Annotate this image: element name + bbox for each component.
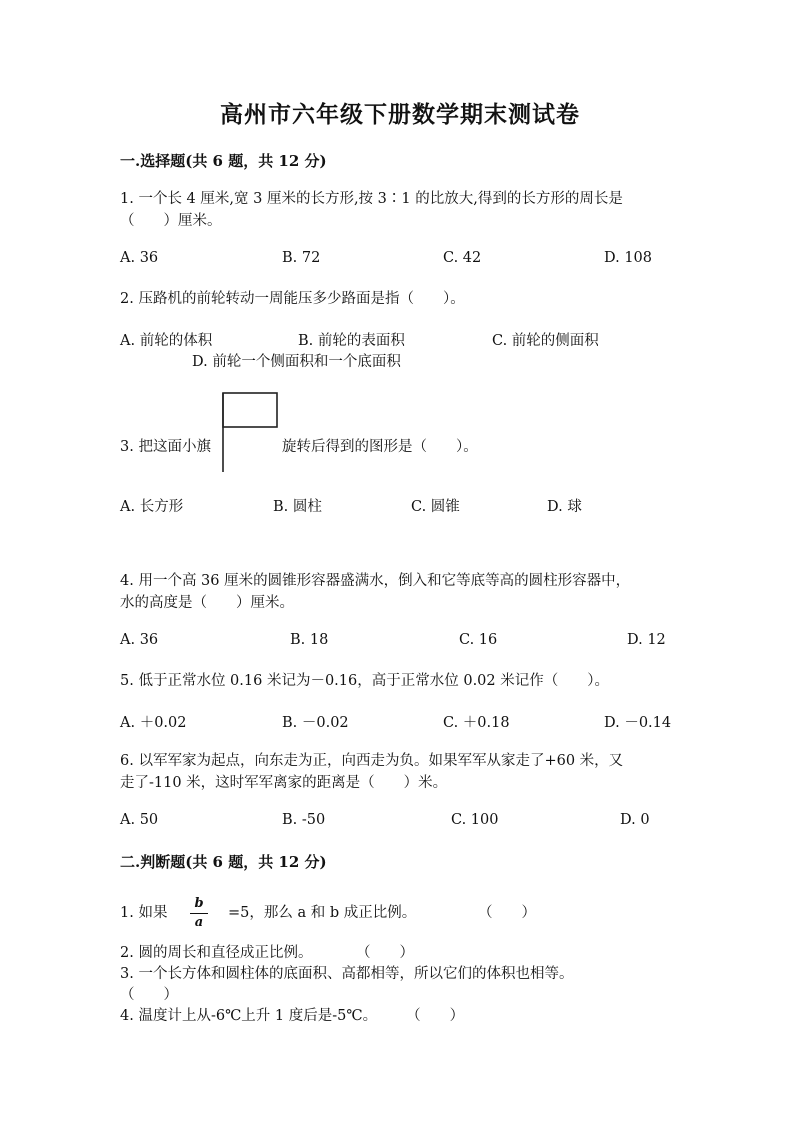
question-3-option-c: C. 圆锥 — [411, 499, 460, 515]
question-2-option-c: C. 前轮的侧面积 — [492, 333, 599, 349]
question-1-line-2: （ ）厘米。 — [120, 213, 222, 229]
question-1-line-1: 1. 一个长 4 厘米,宽 3 厘米的长方形,按 3∶1 的比放大,得到的长方形的周长是 — [120, 191, 623, 207]
question-2-option-d: D. 前轮一个侧面积和一个底面积 — [192, 354, 401, 370]
question-1-option-d: D. 108 — [604, 250, 653, 266]
judgment-1-prefix: 1. 如果 — [120, 905, 168, 921]
judgment-1-answer-paren: （ ） — [478, 905, 536, 921]
question-6-option-b: B. -50 — [282, 812, 326, 828]
question-4-option-c: C. 16 — [459, 632, 498, 648]
question-4-option-a: A. 36 — [120, 632, 159, 648]
question-5-option-a: A. ＋0.02 — [120, 715, 187, 731]
question-1-option-c: C. 42 — [443, 250, 482, 266]
question-6-option-d: D. 0 — [620, 812, 650, 828]
question-2-line-1: 2. 压路机的前轮转动一周能压多少路面是指（ ）。 — [120, 291, 465, 307]
question-4-line-1: 4. 用一个高 36 厘米的圆锥形容器盛满水，倒入和它等底等高的圆柱形容器中， — [120, 573, 631, 589]
question-6-option-a: A. 50 — [120, 812, 159, 828]
question-5-option-d: D. －0.14 — [604, 715, 672, 731]
section-heading-choice: 一.选择题(共 6 题，共 12 分) — [120, 152, 327, 170]
judgment-4: 4. 温度计上从-6℃上升 1 度后是-5℃。 （ ） — [120, 1008, 465, 1024]
flag-figure — [220, 390, 282, 474]
question-3-option-d: D. 球 — [547, 499, 582, 515]
question-3-option-b: B. 圆柱 — [273, 499, 322, 515]
fraction-denominator: a — [194, 915, 204, 930]
fraction-bar — [190, 913, 208, 914]
fraction-numerator: b — [194, 896, 204, 911]
question-4-option-d: D. 12 — [627, 632, 666, 648]
judgment-1-suffix: =5，那么 a 和 b 成正比例。 — [228, 905, 417, 921]
question-2-option-b: B. 前轮的表面积 — [298, 333, 405, 349]
question-1-option-a: A. 36 — [120, 250, 159, 266]
question-4-line-2: 水的高度是（ ）厘米。 — [120, 595, 294, 611]
question-3-option-a: A. 长方形 — [120, 499, 184, 515]
question-5-option-c: C. ＋0.18 — [443, 715, 510, 731]
question-4-option-b: B. 18 — [290, 632, 329, 648]
question-1-option-b: B. 72 — [282, 250, 321, 266]
question-6-line-2: 走了-110 米，这时军军离家的距离是（ ）米。 — [120, 775, 448, 791]
page-title: 高州市六年级下册数学期末测试卷 — [220, 101, 580, 128]
question-6-option-c: C. 100 — [451, 812, 499, 828]
section-heading-judgment: 二.判断题(共 6 题，共 12 分) — [120, 853, 327, 871]
question-5-option-b: B. －0.02 — [282, 715, 349, 731]
judgment-3-line-1: 3. 一个长方体和圆柱体的底面积、高都相等，所以它们的体积也相等。 — [120, 966, 574, 982]
judgment-2: 2. 圆的周长和直径成正比例。 （ ） — [120, 945, 414, 961]
question-2-option-a: A. 前轮的体积 — [120, 333, 213, 349]
question-5-line-1: 5. 低于正常水位 0.16 米记为－0.16，高于正常水位 0.02 米记作（ ）。 — [120, 673, 609, 689]
judgment-3-line-2: （ ） — [120, 987, 178, 1003]
question-6-line-1: 6. 以军军家为起点，向东走为正，向西走为负。如果军军从家走了+60 米，又 — [120, 753, 624, 769]
fraction-b-over-a — [188, 896, 210, 931]
question-3-suffix: 旋转后得到的图形是（ ）。 — [282, 439, 478, 455]
question-3-prefix: 3. 把这面小旗 — [120, 439, 211, 455]
